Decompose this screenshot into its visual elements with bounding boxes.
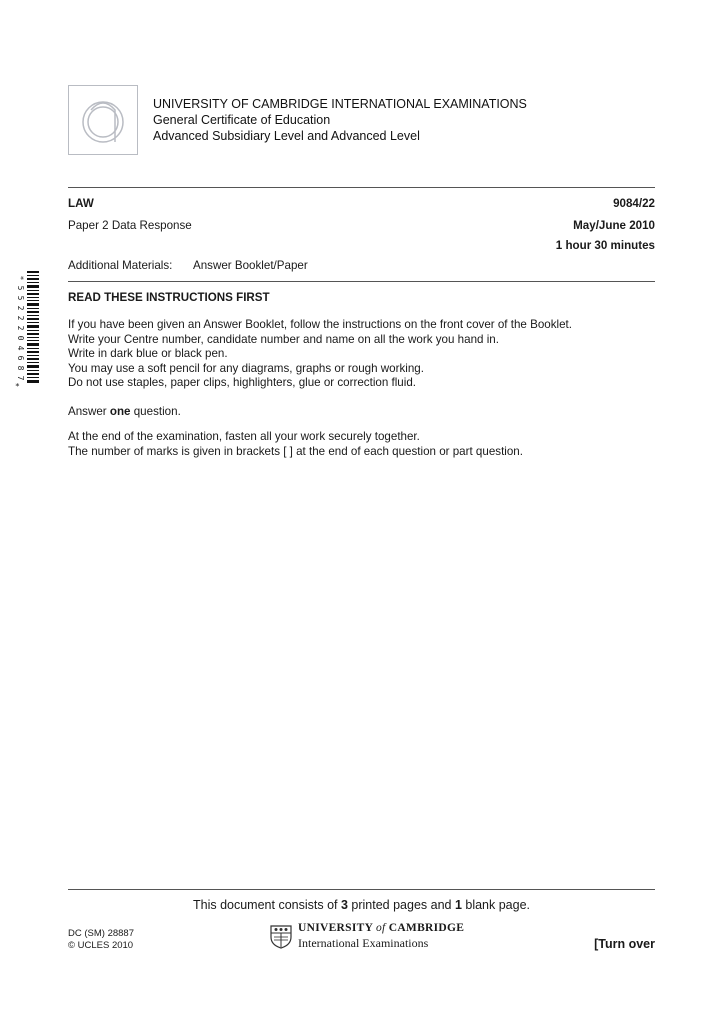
note-prefix: This document consists of	[192, 898, 341, 912]
answer-instruction	[68, 404, 181, 419]
instructions-heading: READ THESE INSTRUCTIONS FIRST	[68, 291, 270, 304]
instruction-line: If you have been given an Answer Booklet, follow the instructions on the front cover of the Booklet.	[68, 318, 572, 331]
turn-over: [Turn over	[594, 937, 655, 951]
cambridge-wordmark-line2: International Examinations	[298, 936, 429, 950]
barcode-digit: *	[16, 275, 25, 281]
barcode-digits	[15, 273, 25, 383]
duration: 1 hour 30 minutes	[555, 239, 655, 252]
cambridge-wordmark-line1	[298, 922, 464, 934]
barcode-digit: 7	[16, 375, 25, 381]
barcode-digit: 6	[16, 355, 25, 361]
cie-logo	[68, 85, 138, 155]
copyright: © UCLES 2010	[68, 940, 134, 951]
barcode-digit: 5	[16, 295, 25, 301]
barcode-digit: 2	[16, 325, 25, 331]
barcode-digit: 4	[16, 345, 25, 351]
barcode-digit: 2	[16, 305, 25, 311]
instruction-line: Write your Centre number, candidate number and name on all the work you hand in.	[68, 332, 499, 346]
cambridge-word-university: UNIVERSITY	[298, 922, 373, 934]
footer-rule	[68, 889, 655, 890]
org-name: UNIVERSITY OF CAMBRIDGE INTERNATIONAL EXAMINATIONS	[153, 97, 527, 111]
barcode-digit: 5	[16, 285, 25, 291]
note-suffix: blank page.	[461, 898, 531, 912]
certificate-name: General Certificate of Education	[153, 113, 331, 127]
answer-count: one	[109, 405, 131, 418]
materials-label: Additional Materials:	[68, 259, 173, 272]
barcode-icon	[27, 271, 39, 383]
ref-code: DC (SM) 28887	[68, 928, 134, 939]
note-mid: printed pages and	[347, 898, 455, 912]
paper-code: 9084/22	[613, 197, 655, 210]
instruction-line: Do not use staples, paper clips, highlighters, glue or correction fluid.	[68, 376, 416, 390]
subject: LAW	[68, 197, 94, 210]
end-instructions	[68, 430, 523, 459]
top-rule	[68, 187, 655, 188]
barcode-digit: 8	[16, 365, 25, 371]
answer-suffix: question.	[130, 405, 181, 418]
instructions-rule	[68, 281, 655, 282]
answer-prefix: Answer	[68, 405, 110, 418]
barcode-digit: 0	[16, 335, 25, 341]
cambridge-word-of: of	[375, 922, 386, 934]
paper-title: Paper 2 Data Response	[68, 219, 192, 232]
cambridge-word-cambridge: CAMBRIDGE	[388, 922, 465, 934]
cambridge-crest-icon	[270, 925, 292, 949]
instruction-line: You may use a soft pencil for any diagrams, graphs or rough working.	[68, 361, 424, 375]
barcode-end-digit: *	[15, 382, 20, 391]
end-instruction-line: The number of marks is given in brackets [ ] at the end of each question or part question.	[68, 444, 523, 458]
materials-value: Answer Booklet/Paper	[193, 259, 308, 272]
instructions-list	[68, 318, 572, 391]
logo-letter-a-icon	[69, 86, 136, 153]
level-name: Advanced Subsidiary Level and Advanced Level	[153, 129, 420, 143]
session: May/June 2010	[573, 219, 655, 232]
blank-count: 1	[454, 898, 462, 912]
printed-count: 3	[340, 898, 348, 912]
barcode-digit: 2	[16, 315, 25, 321]
instruction-line: Write in dark blue or black pen.	[68, 347, 228, 361]
end-instruction-line: At the end of the examination, fasten all your work securely together.	[68, 430, 420, 443]
page-count-note	[68, 898, 655, 912]
